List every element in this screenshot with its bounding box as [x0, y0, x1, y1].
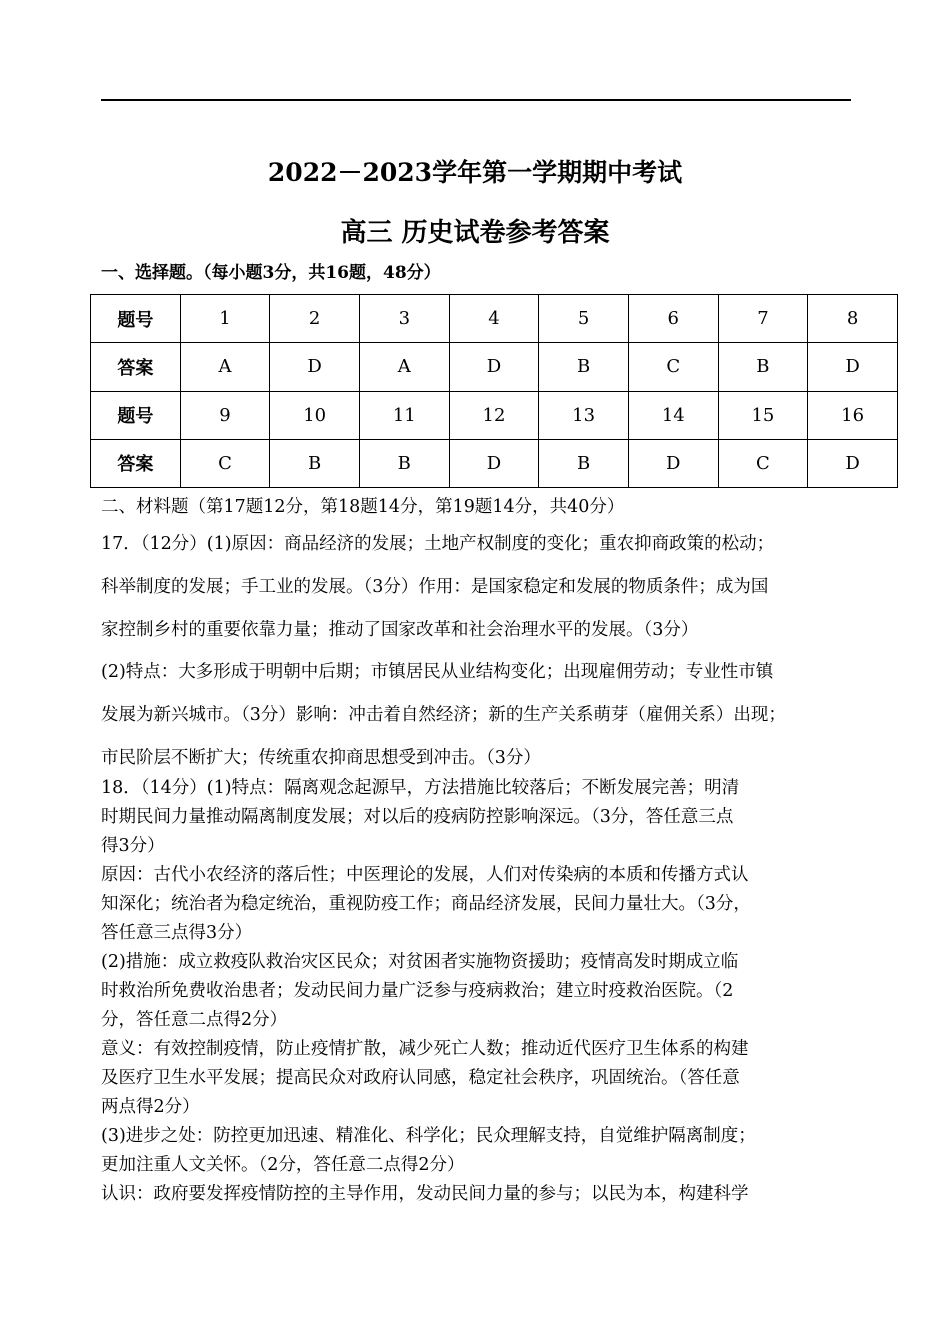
- table-cell: 5: [539, 295, 629, 343]
- text-line: 更加注重人文关怀。（2分，答任意二点得2分）: [101, 1155, 465, 1175]
- table-cell: 12: [449, 391, 539, 439]
- text-line: 及医疗卫生水平发展；提高民众对政府认同感，稳定社会秩序，巩固统治。（答任意: [101, 1068, 740, 1088]
- table-cell: D: [628, 439, 718, 487]
- text-line: (2)特点：大多形成于明朝中后期；市镇居民从业结构变化；出现雇佣劳动；专业性市镇: [101, 662, 774, 683]
- table-cell: C: [628, 343, 718, 391]
- row-label: 题号: [91, 391, 181, 439]
- text-line: 两点得2分）: [101, 1097, 200, 1117]
- table-cell: B: [539, 439, 629, 487]
- table-cell: 10: [270, 391, 360, 439]
- text-line: 18．（14分）(1)特点：隔离观念起源早，方法措施比较落后；不断发展完善；明清: [101, 778, 740, 798]
- table-cell: 4: [449, 295, 539, 343]
- table-row: [91, 295, 898, 343]
- table-cell: 2: [270, 295, 360, 343]
- table-cell: D: [808, 439, 898, 487]
- row-label: 答案: [91, 439, 181, 487]
- text-line: 意义：有效控制疫情，防止疫情扩散，减少死亡人数；推动近代医疗卫生体系的构建: [101, 1039, 749, 1059]
- table-cell: 6: [628, 295, 718, 343]
- text-line: 答任意三点得3分）: [101, 923, 253, 943]
- section1-heading: 一、选择题。（每小题3分，共16题，48分）: [101, 263, 441, 283]
- exam-title: 2022－2023学年第一学期期中考试: [267, 158, 683, 187]
- table-cell: C: [718, 439, 808, 487]
- table-cell: 9: [180, 391, 270, 439]
- text-line: 认识：政府要发挥疫情防控的主导作用，发动民间力量的参与；以民为本，构建科学: [101, 1184, 749, 1204]
- answer-table: [90, 294, 898, 488]
- text-line: 分，答任意二点得2分）: [101, 1010, 288, 1030]
- question-18: [101, 774, 861, 1209]
- table-cell: D: [270, 343, 360, 391]
- table-cell: 14: [628, 391, 718, 439]
- table-cell: B: [718, 343, 808, 391]
- exam-subtitle: 高三 历史试卷参考答案: [340, 218, 610, 248]
- table-cell: A: [180, 343, 270, 391]
- table-cell: 16: [808, 391, 898, 439]
- text-line: (3)进步之处：防控更加迅速、精准化、科学化；民众理解支持，自觉维护隔离制度；: [101, 1126, 756, 1146]
- table-cell: D: [449, 343, 539, 391]
- text-line: 时救治所免费收治患者；发动民间力量广泛参与疫病救治；建立时疫救治医院。（2: [101, 981, 734, 1001]
- table-cell: B: [359, 439, 449, 487]
- text-line: 得3分）: [101, 836, 165, 856]
- text-line: 市民阶层不断扩大；传统重农抑商思想受到冲击。（3分）: [101, 747, 541, 768]
- table-cell: 15: [718, 391, 808, 439]
- text-line: 科举制度的发展；手工业的发展。（3分）作用：是国家稳定和发展的物质条件；成为国: [101, 576, 769, 597]
- table-cell: D: [808, 343, 898, 391]
- text-line: 时期民间力量推动隔离制度发展；对以后的疫病防控影响深远。（3分，答任意三点: [101, 807, 734, 827]
- table-row: [91, 343, 898, 391]
- text-line: 原因：古代小农经济的落后性；中医理论的发展，人们对传染病的本质和传播方式认: [101, 865, 749, 885]
- section2-heading: 二、材料题（第17题12分，第18题14分，第19题14分，共40分）: [101, 497, 625, 517]
- text-line: (2)措施：成立救疫队救治灾区民众；对贫困者实施物资援助；疫情高发时期成立临: [101, 952, 739, 972]
- text-line: 17．（12分）(1)原因：商品经济的发展；土地产权制度的变化；重农抑商政策的松动；: [101, 534, 775, 554]
- table-cell: B: [539, 343, 629, 391]
- text-line: 家控制乡村的重要依靠力量；推动了国家改革和社会治理水平的发展。（3分）: [101, 619, 699, 640]
- table-cell: 8: [808, 295, 898, 343]
- table-cell: 13: [539, 391, 629, 439]
- row-label: 题号: [91, 295, 181, 343]
- row-label: 答案: [91, 343, 181, 391]
- table-row: [91, 439, 898, 487]
- table-cell: B: [270, 439, 360, 487]
- table-cell: D: [449, 439, 539, 487]
- table-cell: 7: [718, 295, 808, 343]
- table-cell: A: [359, 343, 449, 391]
- text-line: 发展为新兴城市。（3分）影响：冲击着自然经济；新的生产关系萌芽（雇佣关系）出现；: [101, 705, 786, 726]
- question-17: [101, 523, 861, 780]
- header-rule: [101, 99, 851, 101]
- table-cell: 11: [359, 391, 449, 439]
- table-cell: C: [180, 439, 270, 487]
- text-line: 知深化；统治者为稳定统治，重视防疫工作；商品经济发展，民间力量壮大。（3分，: [101, 894, 751, 914]
- table-row: [91, 391, 898, 439]
- table-cell: 1: [180, 295, 270, 343]
- table-cell: 3: [359, 295, 449, 343]
